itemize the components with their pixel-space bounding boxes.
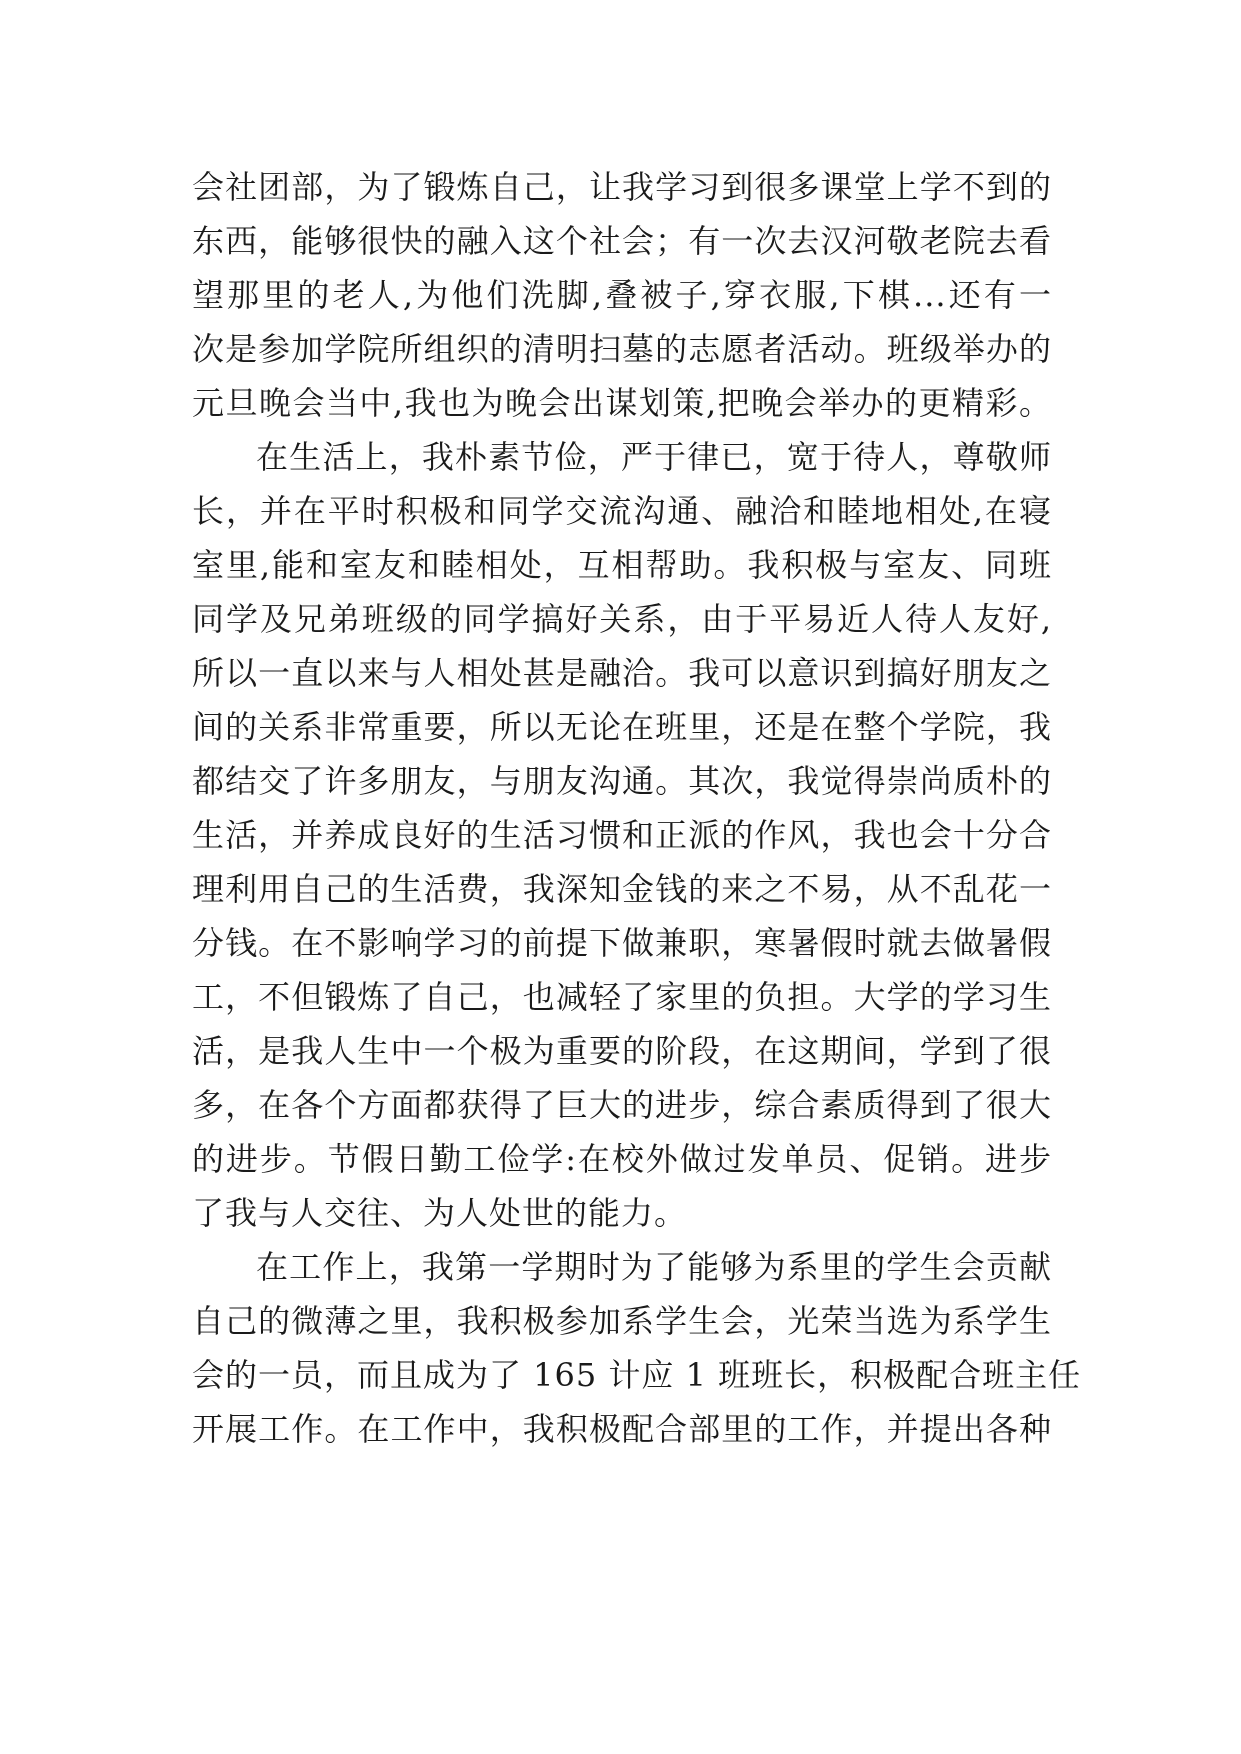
text-line: 分钱。在不影响学习的前提下做兼职，寒暑假时就去做暑假 [192, 924, 1052, 962]
text-line: 同学及兄弟班级的同学搞好关系，由于平易近人待人友好, [192, 600, 1052, 638]
text-line: 开展工作。在工作中，我积极配合部里的工作，并提出各种 [192, 1410, 1052, 1448]
text-line: 元旦晚会当中,我也为晚会出谋划策,把晚会举办的更精彩。 [192, 384, 1052, 422]
text-line: 间的关系非常重要，所以无论在班里，还是在整个学院，我 [192, 708, 1052, 746]
body-text [192, 160, 1082, 1456]
text-line: 长，并在平时积极和同学交流沟通、融洽和睦地相处,在寝 [192, 492, 1052, 530]
paragraph-last-line: 了我与人交往、为人处世的能力。 [192, 1194, 688, 1232]
text-line: 望那里的老人,为他们洗脚,叠被子,穿衣服,下棋...还有一 [192, 276, 1052, 314]
text-line: 都结交了许多朋友，与朋友沟通。其次，我觉得崇尚质朴的 [192, 762, 1052, 800]
paragraph-first-line: 在生活上，我朴素节俭，严于律已，宽于待人，尊敬师 [256, 438, 1052, 476]
text-line: 室里,能和室友和睦相处，互相帮助。我积极与室友、同班 [192, 546, 1052, 584]
text-line: 理利用自己的生活费，我深知金钱的来之不易，从不乱花一 [192, 870, 1052, 908]
text-line: 生活，并养成良好的生活习惯和正派的作风，我也会十分合 [192, 816, 1052, 854]
text-line: 会社团部，为了锻炼自己，让我学习到很多课堂上学不到的 [192, 168, 1052, 206]
text-line: 所以一直以来与人相处甚是融洽。我可以意识到搞好朋友之 [192, 654, 1052, 692]
text-line: 东西，能够很快的融入这个社会；有一次去汉河敬老院去看 [192, 222, 1052, 260]
text-line: 自己的微薄之里，我积极参加系学生会，光荣当选为系学生 [192, 1302, 1052, 1340]
paragraph-first-line: 在工作上，我第一学期时为了能够为系里的学生会贡献 [256, 1248, 1052, 1286]
text-line: 活，是我人生中一个极为重要的阶段，在这期间，学到了很 [192, 1032, 1052, 1070]
text-line: 次是参加学院所组织的清明扫墓的志愿者活动。班级举办的 [192, 330, 1052, 368]
text-line: 的进步。节假日勤工俭学:在校外做过发单员、促销。进步 [192, 1140, 1052, 1178]
text-line: 会的一员，而且成为了 165 计应 1 班班长，积极配合班主任 [192, 1356, 1082, 1394]
text-line: 多，在各个方面都获得了巨大的进步，综合素质得到了很大 [192, 1086, 1052, 1124]
text-line: 工，不但锻炼了自己，也减轻了家里的负担。大学的学习生 [192, 978, 1052, 1016]
